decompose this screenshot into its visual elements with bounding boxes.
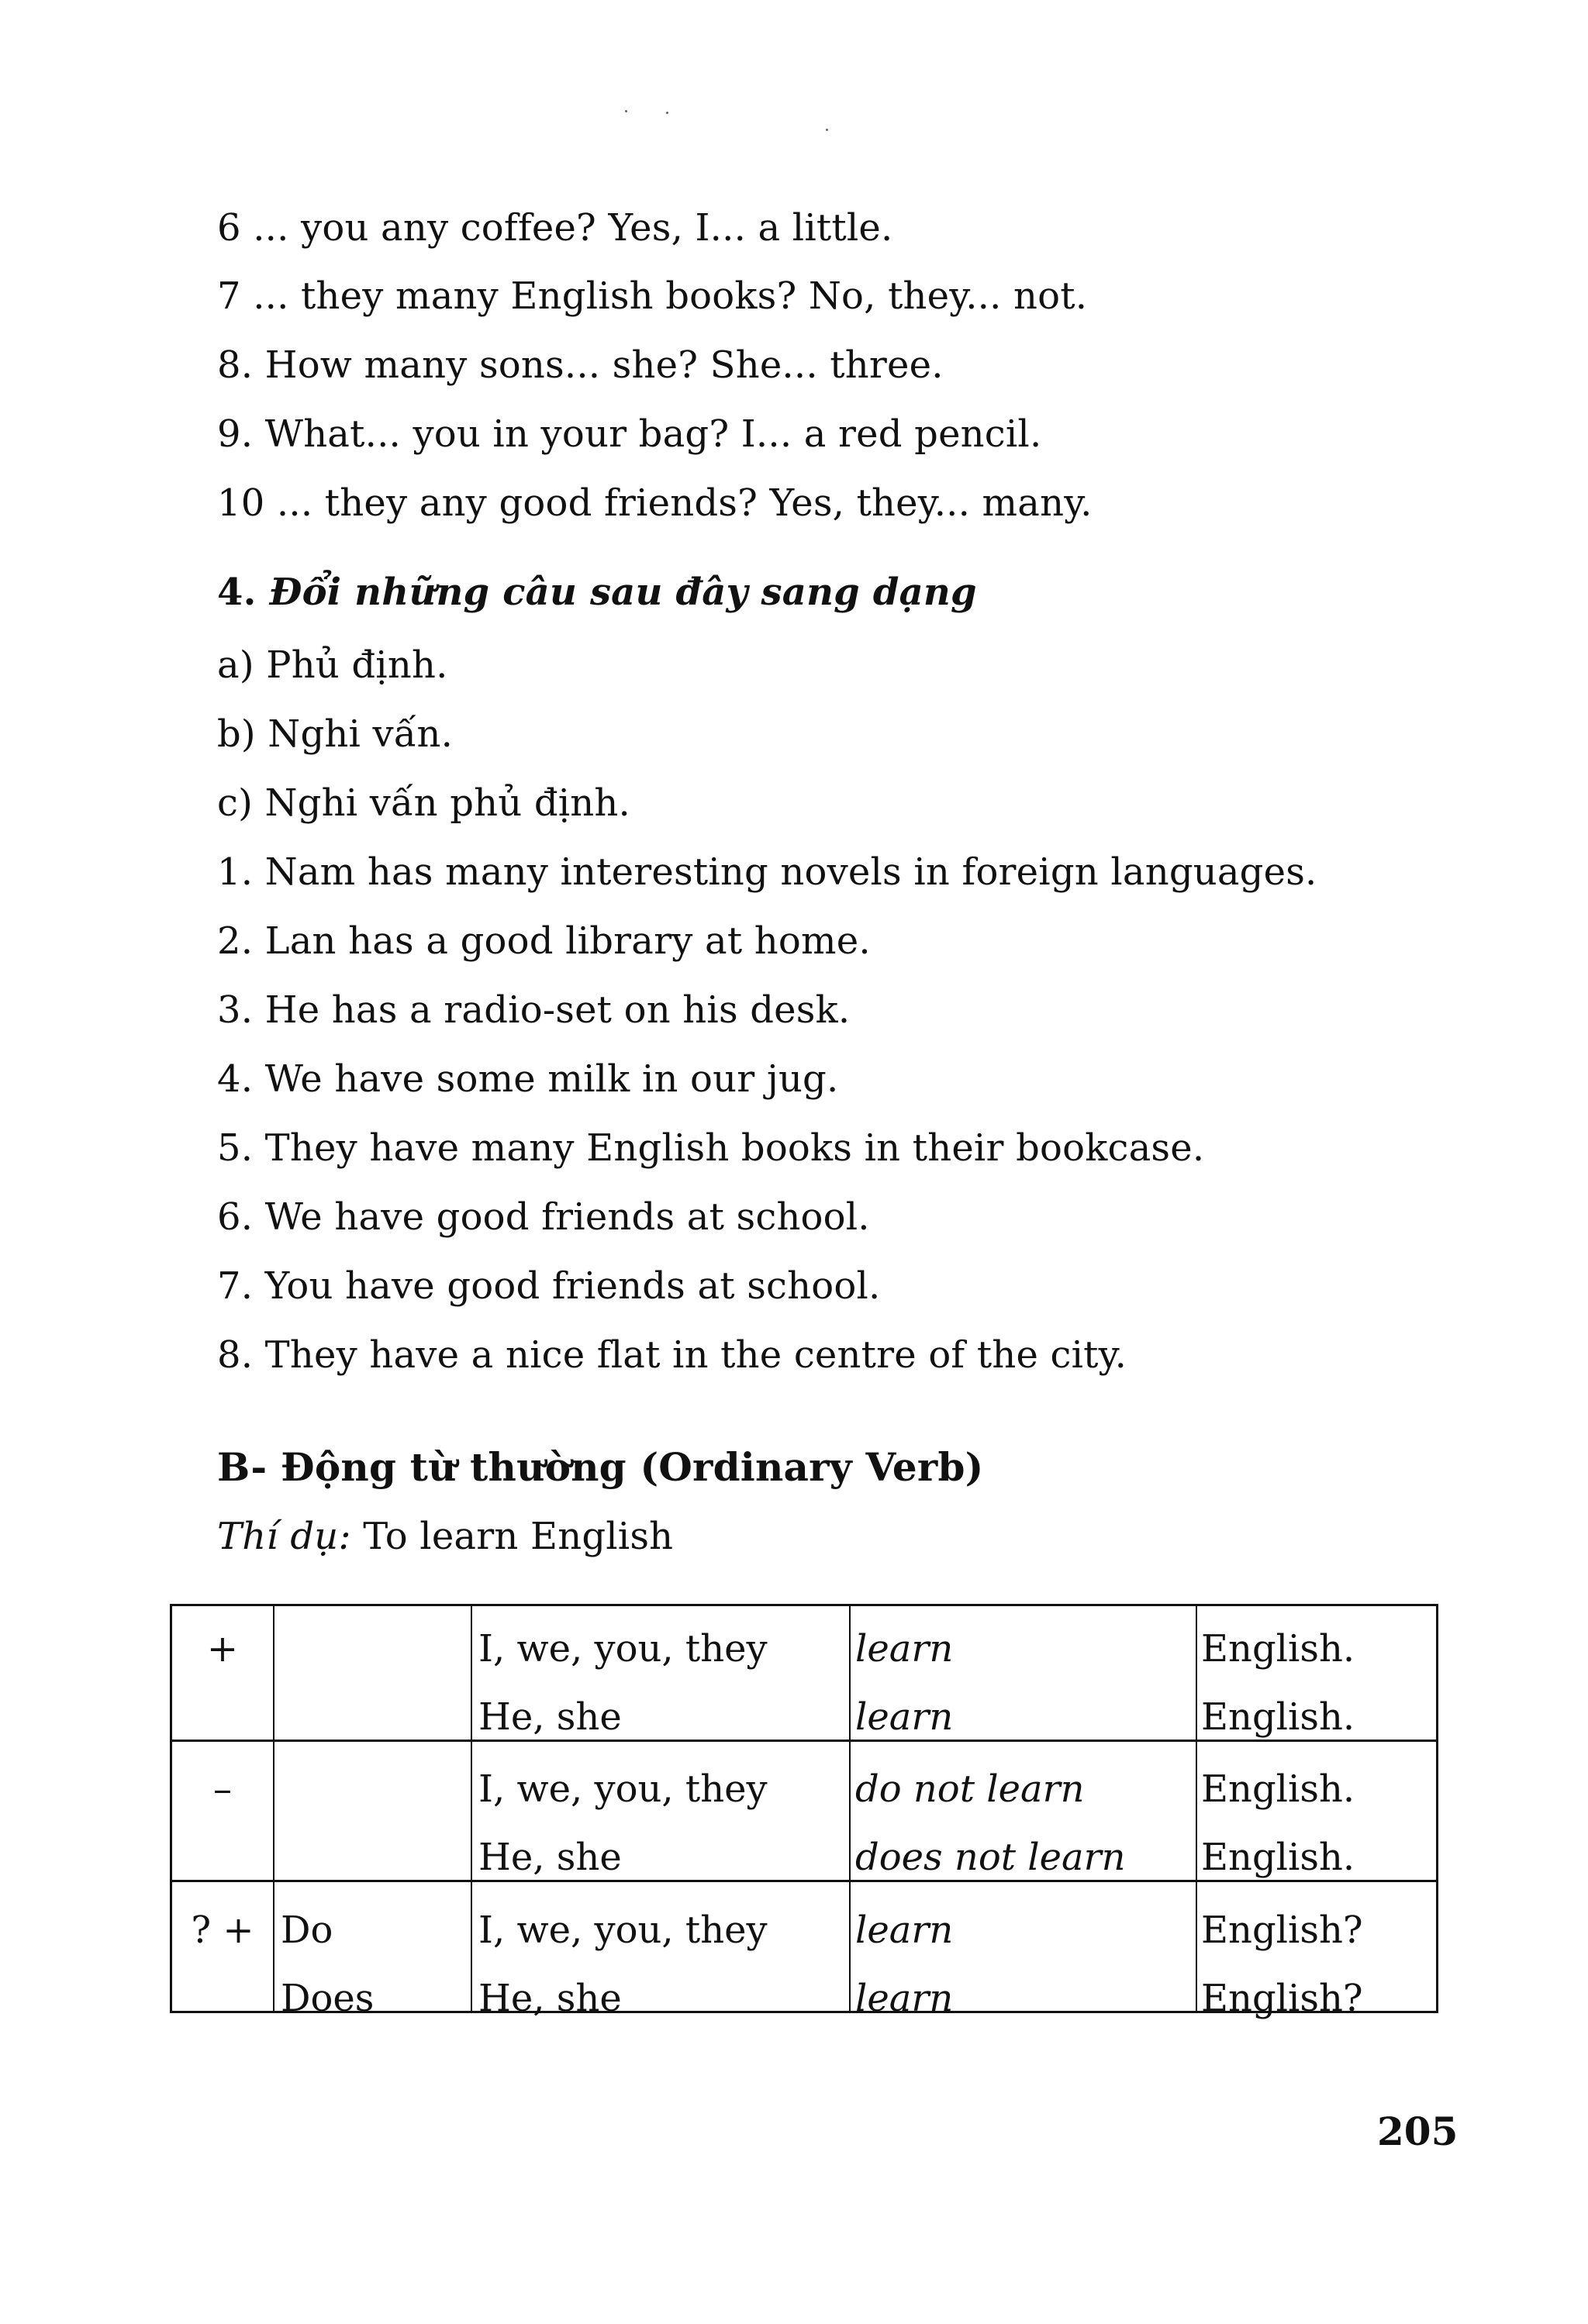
row-2-verb-2: does not learn xyxy=(855,1836,1126,1879)
exercise-line-8: 8. How many sons... she? She... three. xyxy=(217,343,944,387)
row-2-sign: – xyxy=(213,1767,232,1811)
row-1-subject-1: I, we, you, they xyxy=(478,1627,768,1671)
row-2-object-1: English. xyxy=(1201,1767,1355,1811)
example-line xyxy=(217,1515,674,1558)
row-3-verb-2: learn xyxy=(855,1977,954,2020)
row-3-aux-1: Do xyxy=(281,1909,333,1952)
option-a: a) Phủ định. xyxy=(217,643,448,687)
row-1-verb-2: learn xyxy=(855,1695,954,1739)
table-row-divider xyxy=(172,1740,1436,1742)
table-column-divider xyxy=(273,1606,274,2011)
row-2-verb-1: do not learn xyxy=(855,1767,1085,1811)
row-1-object-2: English. xyxy=(1201,1695,1355,1739)
row-3-aux-2: Does xyxy=(281,1977,375,2020)
option-b: b) Nghi vấn. xyxy=(217,712,454,756)
row-2-subject-1: I, we, you, they xyxy=(478,1767,768,1811)
sentence-6: 6. We have good friends at school. xyxy=(217,1195,870,1239)
sentence-7: 7. You have good friends at school. xyxy=(217,1264,881,1308)
row-3-sign: ? + xyxy=(191,1909,254,1952)
scan-speck xyxy=(666,112,668,114)
exercise-line-6: 6 ... you any coffee? Yes, I... a little. xyxy=(217,206,893,250)
option-c: c) Nghi vấn phủ định. xyxy=(217,781,630,825)
section-b-heading: B- Động từ thường (Ordinary Verb) xyxy=(217,1444,984,1490)
sentence-3: 3. He has a radio-set on his desk. xyxy=(217,988,851,1032)
row-3-object-1: English? xyxy=(1201,1909,1363,1952)
section-4-title xyxy=(217,571,977,614)
row-1-subject-2: He, she xyxy=(478,1695,622,1739)
scan-speck xyxy=(826,129,828,131)
conjugation-table xyxy=(170,1604,1438,2020)
row-3-subject-1: I, we, you, they xyxy=(478,1909,768,1952)
row-3-object-2: English? xyxy=(1201,1977,1363,2020)
section-4-heading: Đổi những câu sau đây sang dạng xyxy=(269,571,977,614)
example-label: Thí dụ: xyxy=(217,1515,351,1558)
exercise-line-7: 7 ... they many English books? No, they... not. xyxy=(217,274,1088,318)
sentence-2: 2. Lan has a good library at home. xyxy=(217,919,871,963)
row-1-verb-1: learn xyxy=(855,1627,954,1671)
row-2-subject-2: He, she xyxy=(478,1836,622,1879)
table-column-divider xyxy=(849,1606,851,2011)
example-text: To learn English xyxy=(363,1515,674,1558)
scan-speck xyxy=(625,110,627,112)
row-1-sign: + xyxy=(206,1627,239,1671)
section-4-number: 4. xyxy=(217,571,257,614)
sentence-5: 5. They have many English books in their bookcase. xyxy=(217,1126,1205,1170)
sentence-8: 8. They have a nice flat in the centre of the city. xyxy=(217,1333,1127,1377)
row-3-verb-1: learn xyxy=(855,1909,954,1952)
exercise-line-9: 9. What... you in your bag? I... a red pencil. xyxy=(217,412,1042,456)
table-row-divider xyxy=(172,1880,1436,1882)
table-column-divider xyxy=(1196,1606,1197,2011)
row-1-object-1: English. xyxy=(1201,1627,1355,1671)
sentence-4: 4. We have some milk in our jug. xyxy=(217,1057,839,1101)
exercise-line-10: 10 ... they any good friends? Yes, they... many. xyxy=(217,481,1093,525)
row-2-object-2: English. xyxy=(1201,1836,1355,1879)
page-number: 205 xyxy=(1377,2108,1459,2154)
table-column-divider xyxy=(471,1606,472,2011)
row-3-subject-2: He, she xyxy=(478,1977,622,2020)
sentence-1: 1. Nam has many interesting novels in foreign languages. xyxy=(217,850,1317,894)
